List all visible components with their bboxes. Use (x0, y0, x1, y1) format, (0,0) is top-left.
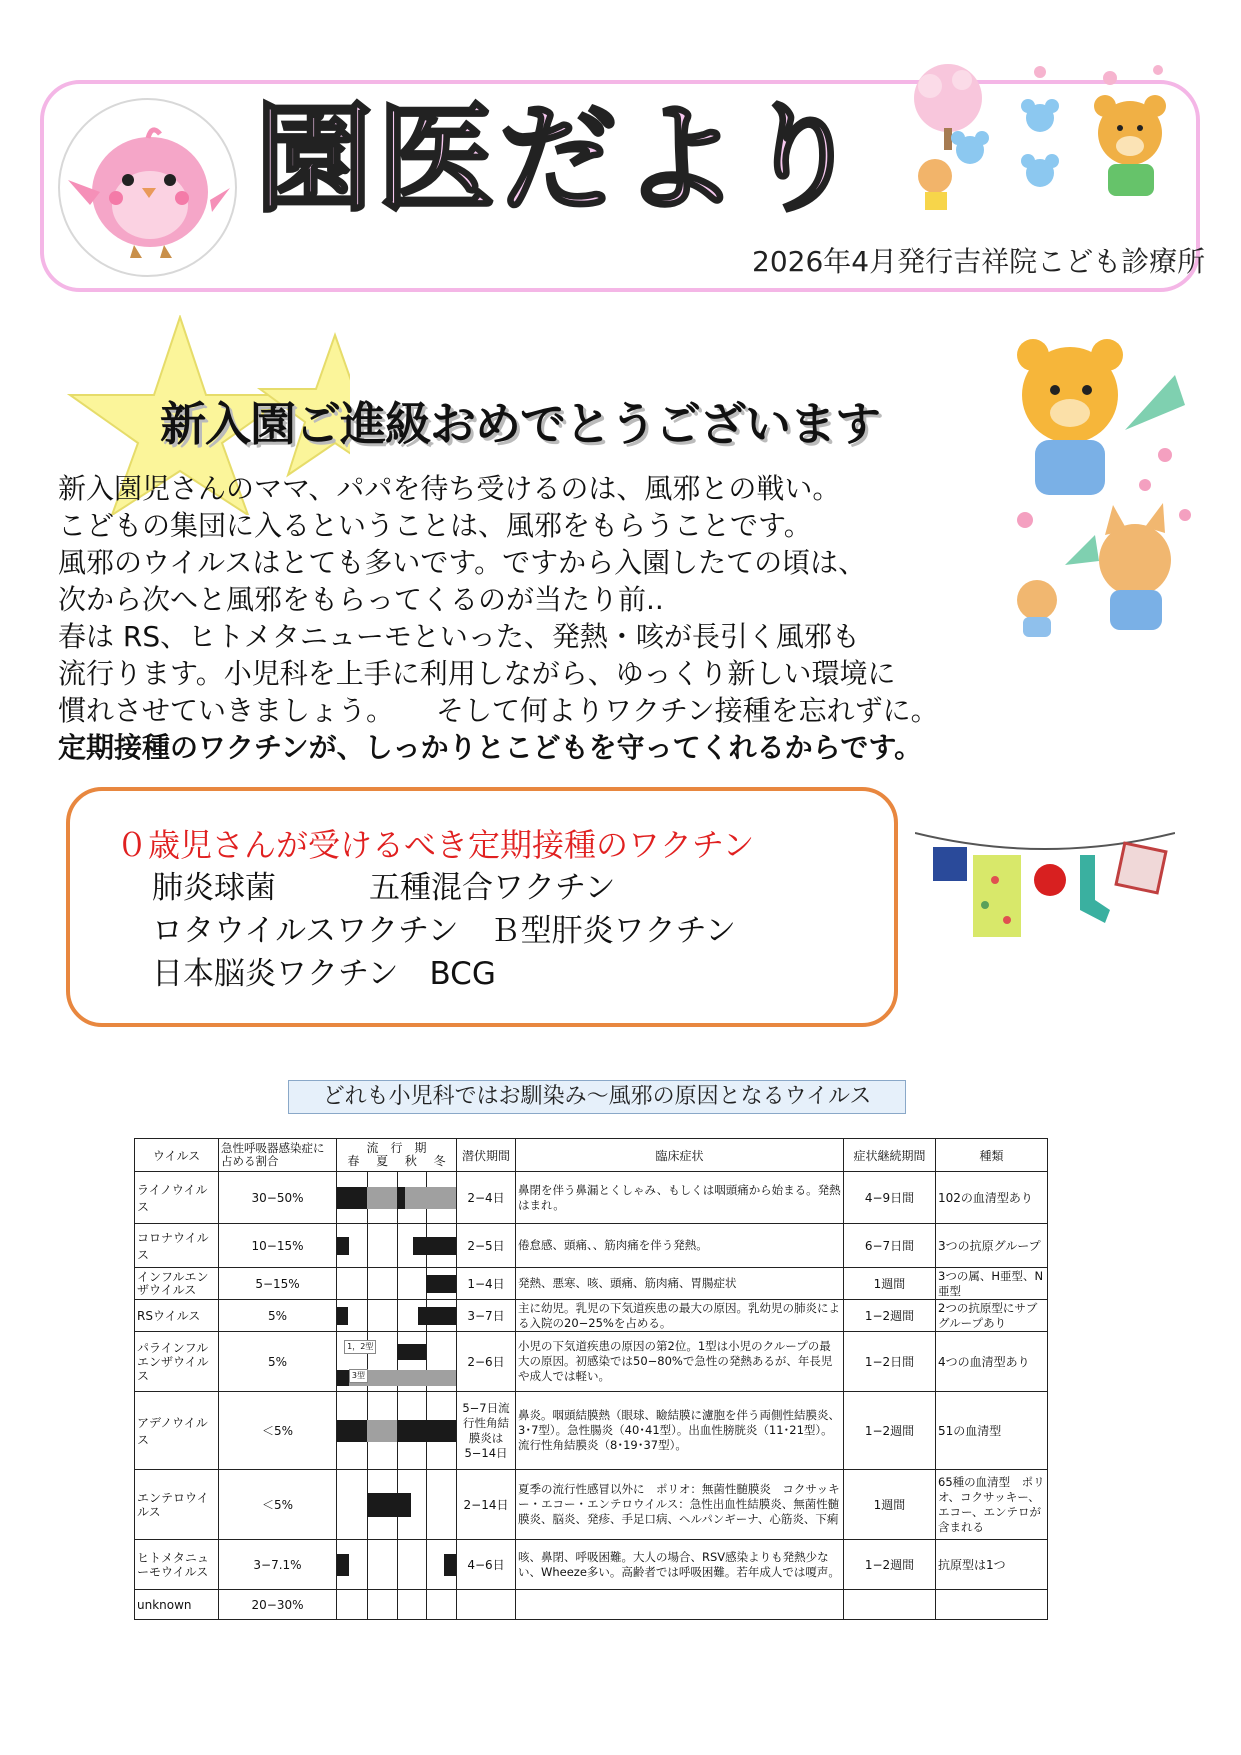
virus-table (134, 1138, 1048, 1620)
incubation: 3−7日 (457, 1300, 516, 1332)
types: 2つの抗原型にサブグループあり (936, 1300, 1048, 1332)
season-bars (337, 1590, 457, 1620)
virus-share: 30−50% (219, 1172, 337, 1224)
vaccine-line: 日本脳炎ワクチン BCG (152, 956, 496, 992)
header-season (337, 1139, 457, 1172)
incubation: 2−14日 (457, 1470, 516, 1540)
season-bar (337, 1420, 367, 1442)
headline: 新入園ご進級おめでとうございます (160, 397, 880, 451)
bear-cat-party-icon (995, 335, 1205, 645)
spring-animals-illustration (900, 58, 1200, 228)
header-virus: ウイルス (135, 1139, 219, 1172)
season-bar (405, 1187, 456, 1209)
incubation: 4−6日 (457, 1540, 516, 1590)
season-winter: 冬 (433, 1154, 446, 1168)
season-bars (337, 1540, 457, 1590)
table-row (135, 1268, 1048, 1300)
season-bar (426, 1275, 456, 1293)
season-labels (339, 1155, 454, 1168)
virus-share: 20−30% (219, 1590, 337, 1620)
incubation: 1−4日 (457, 1268, 516, 1300)
season-bar (397, 1187, 405, 1209)
table-row (135, 1172, 1048, 1224)
virus-name: インフルエンザウイルス (135, 1268, 219, 1300)
types: 抗原型は1つ (936, 1540, 1048, 1590)
newsletter-title: 園医だより (255, 90, 866, 228)
incubation (457, 1590, 516, 1620)
season-bar (444, 1554, 456, 1576)
header-incubation: 潜伏期間 (457, 1139, 516, 1172)
virus-name: ライノウイルス (135, 1172, 219, 1224)
virus-share: 3−7.1% (219, 1540, 337, 1590)
table-caption: どれも小児科ではお馴染み～風邪の原因となるウイルス (288, 1080, 906, 1114)
duration: 1−2週間 (844, 1392, 936, 1470)
season-bar (397, 1420, 457, 1442)
incubation: 2−6日 (457, 1332, 516, 1392)
season-bars (337, 1172, 457, 1224)
virus-name: unknown (135, 1590, 219, 1620)
season-bars (337, 1300, 457, 1332)
incubation: 2−4日 (457, 1172, 516, 1224)
season-bar (367, 1187, 397, 1209)
season-summer: 夏 (376, 1154, 389, 1168)
header-types: 種類 (936, 1139, 1048, 1172)
incubation: 2−5日 (457, 1224, 516, 1268)
issue-info: 2026年4月発行吉祥院こども診療所 (752, 245, 1206, 278)
duration: 1−2週間 (844, 1540, 936, 1590)
symptoms: 夏季の流行性感冒以外に ポリオ：無菌性髄膜炎 コクサッキー・エコー・エンテロウイルス：急性出血性結膜炎、無菌性髄膜炎、脳炎、発疹、手足口病、ヘルパンギーナ、心筋炎、下痢 (516, 1470, 844, 1540)
intro-text (58, 470, 1008, 766)
table-row (135, 1392, 1048, 1470)
virus-name: コロナウイルス (135, 1224, 219, 1268)
season-bars (337, 1268, 457, 1300)
season-bar (413, 1237, 456, 1255)
symptoms (516, 1590, 844, 1620)
table-header-row (135, 1139, 1048, 1172)
virus-name: パラインフルエンザウイルス (135, 1332, 219, 1392)
symptoms: 鼻閉を伴う鼻漏とくしゃみ、もしくは咽頭痛から始まる。発熱はまれ。 (516, 1172, 844, 1224)
season-bars (337, 1470, 457, 1540)
season-bar (337, 1554, 349, 1576)
duration: 6−7日間 (844, 1224, 936, 1268)
symptoms: 咳、鼻閉、呼吸困難。大人の場合、RSV感染よりも発熱少ない、Wheeze多い。高齢者では呼吸困難。若年成人では嗄声。 (516, 1540, 844, 1590)
intro-line: 風邪のウイルスはとても多いです。ですから入園したての頃は、 (58, 546, 867, 579)
intro-line: 慣れさせていきましょう。 そして何よりワクチン接種を忘れずに。 (58, 694, 939, 727)
season-bar (337, 1307, 348, 1325)
table-row (135, 1470, 1048, 1540)
season-bar (337, 1187, 367, 1209)
symptoms: 主に幼児。乳児の下気道疾患の最大の原因。乳幼児の肺炎による入院の20−25%を占める。 (516, 1300, 844, 1332)
header-season-title: 流 行 期 (366, 1141, 427, 1155)
symptoms: 倦怠感、頭痛、、筋肉痛を伴う発熱。 (516, 1224, 844, 1268)
type-tag: 1，2型 (344, 1340, 376, 1354)
duration: 1週間 (844, 1470, 936, 1540)
table-row (135, 1590, 1048, 1620)
season-spring: 春 (347, 1154, 360, 1168)
season-bars (337, 1332, 457, 1392)
intro-line: 流行ります。小児科を上手に利用しながら、ゆっくり新しい環境に (58, 657, 896, 690)
virus-share: 5−15% (219, 1268, 337, 1300)
virus-share: 5% (219, 1332, 337, 1392)
table-row (135, 1332, 1048, 1392)
virus-name: ヒトメタニューモウイルス (135, 1540, 219, 1590)
header-symptoms: 臨床症状 (516, 1139, 844, 1172)
season-bars (337, 1392, 457, 1470)
incubation: 5−7日流行性角結膜炎は5−14日 (457, 1392, 516, 1470)
header-share: 急性呼吸器感染症に占める割合 (219, 1139, 337, 1172)
pink-bird-icon (60, 100, 235, 275)
symptoms: 発熱、悪寒、咳、頭痛、筋肉痛、胃腸症状 (516, 1268, 844, 1300)
duration: 4−9日間 (844, 1172, 936, 1224)
vaccine-line: ロタウイルスワクチン Ｂ型肝炎ワクチン (152, 913, 737, 949)
season-bar (367, 1493, 411, 1517)
type-tag: 3型 (349, 1369, 368, 1383)
season-bar (367, 1420, 397, 1442)
intro-line: 次から次へと風邪をもらってくるのが当たり前.. (58, 583, 664, 616)
virus-name: エンテロウイルス (135, 1470, 219, 1540)
vaccine-line: 肺炎球菌 五種混合ワクチン (152, 870, 616, 906)
intro-line: 新入園児さんのママ、パパを待ち受けるのは、風邪との戦い。 (58, 472, 841, 505)
types: 65種の血清型 ポリオ、コクサッキー、エコー、エンテロが含まれる (936, 1470, 1048, 1540)
types: 3つの抗原グループ (936, 1224, 1048, 1268)
season-autumn: 秋 (404, 1154, 417, 1168)
table-row (135, 1224, 1048, 1268)
table-row (135, 1300, 1048, 1332)
table-row (135, 1540, 1048, 1590)
duration (844, 1590, 936, 1620)
clothesline-icon (915, 825, 1175, 945)
season-bar (397, 1344, 427, 1360)
cherry-blossom-animals-icon (900, 58, 1200, 228)
header-duration: 症状継続期間 (844, 1139, 936, 1172)
celebration-illustration (995, 335, 1205, 645)
vaccine-box-title: ０歳児さんが受けるべき定期接種のワクチン (116, 826, 755, 864)
bird-mascot (58, 98, 237, 277)
virus-share: 5% (219, 1300, 337, 1332)
virus-name: アデノウイルス (135, 1392, 219, 1470)
virus-share: 10−15% (219, 1224, 337, 1268)
intro-bold-line: 定期接種のワクチンが、しっかりとこどもを守ってくれるからです。 (58, 731, 923, 764)
types: 51の血清型 (936, 1392, 1048, 1470)
laundry-illustration (915, 825, 1175, 945)
types: 3つの属、H亜型、N亜型 (936, 1268, 1048, 1300)
virus-share: ＜5% (219, 1470, 337, 1540)
intro-line: 春は RS、ヒトメタニューモといった、発熱・咳が長引く風邪も (58, 620, 860, 653)
intro-line: こどもの集団に入るということは、風邪をもらうことです。 (58, 509, 812, 542)
duration: 1週間 (844, 1268, 936, 1300)
season-bar (337, 1237, 349, 1255)
virus-share: ＜5% (219, 1392, 337, 1470)
symptoms: 小児の下気道疾患の原因の第2位。1型は小児のクループの最大の原因。初感染では50−80%で急性の発熱あるが、年長児や成人では軽い。 (516, 1332, 844, 1392)
symptoms: 鼻炎。咽頭結膜熱（眼球、瞼結膜に濾胞を伴う両側性結膜炎、3･7型）。急性腸炎（40･41型）。出血性膀胱炎（11･21型）。流行性角結膜炎（8･19･37型）。 (516, 1392, 844, 1470)
duration: 1−2週間 (844, 1300, 936, 1332)
season-bars (337, 1224, 457, 1268)
season-bar (418, 1307, 456, 1325)
types: 4つの血清型あり (936, 1332, 1048, 1392)
types: 102の血清型あり (936, 1172, 1048, 1224)
virus-name: RSウイルス (135, 1300, 219, 1332)
season-bar (337, 1370, 349, 1386)
duration: 1−2日間 (844, 1332, 936, 1392)
types (936, 1590, 1048, 1620)
